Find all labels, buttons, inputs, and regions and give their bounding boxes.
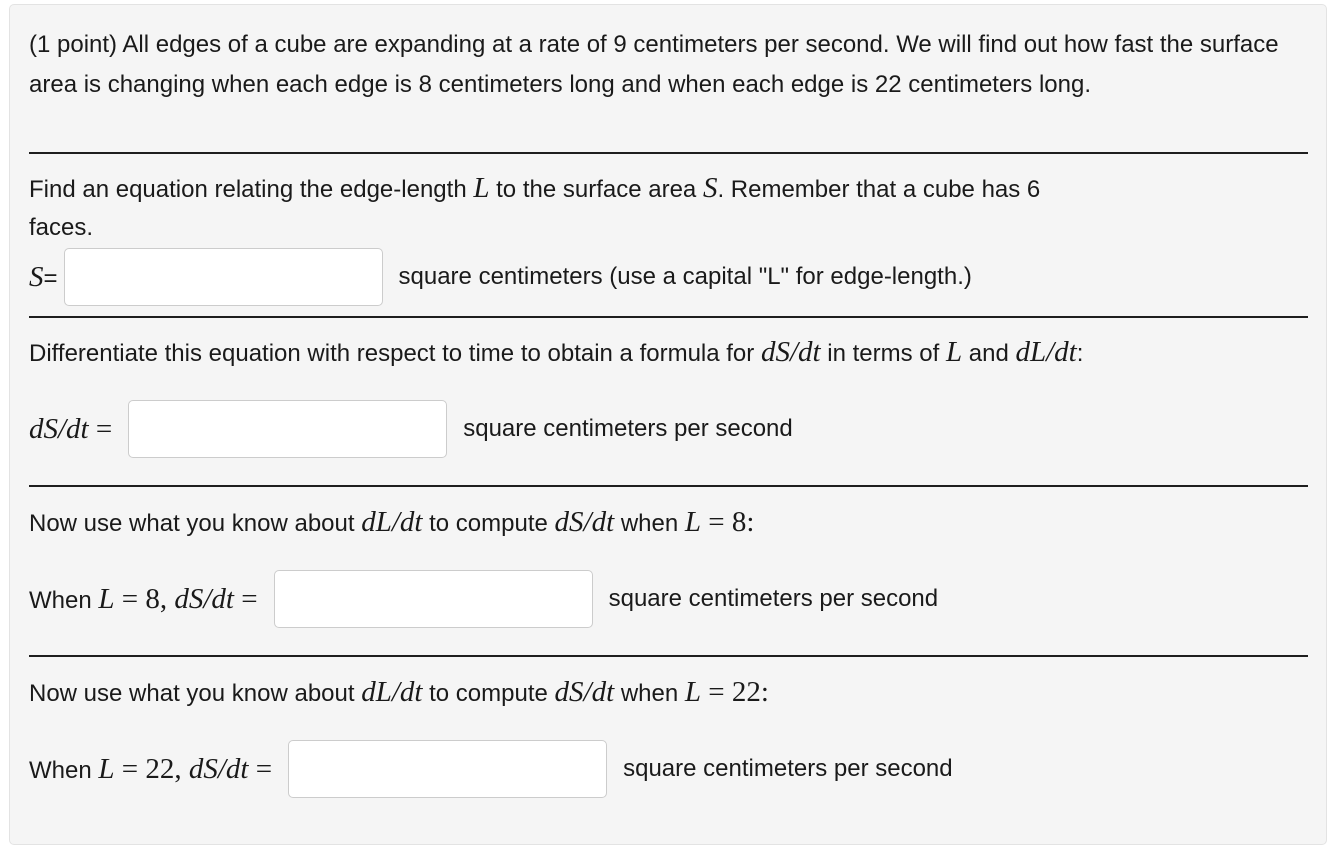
part1-prompt-cont: faces. — [29, 214, 94, 241]
section-divider-4 — [29, 655, 1308, 657]
math-expr-dLdt: dL/dt — [1015, 336, 1077, 368]
math-expr-dLdt: dL/dt — [361, 676, 423, 708]
section-divider-1 — [29, 152, 1308, 154]
dsdt-at-l22-input[interactable] — [288, 740, 607, 798]
math-var-L: L — [684, 506, 702, 538]
part1-prompt: Find an equation relating the edge-length L to the surface area S. Remember that a cube has 6 — [29, 172, 1041, 204]
part4-unit: square centimeters per second — [623, 755, 953, 782]
math-var-S: S — [702, 172, 718, 204]
part2-label: dS/dt = — [29, 412, 113, 445]
section-divider-2 — [29, 316, 1308, 318]
part3-answer-row — [29, 570, 938, 628]
surface-area-equation-input[interactable] — [64, 248, 383, 306]
part3-prompt: Now use what you know about dL/dt to compute dS/dt when L = 8: — [29, 506, 755, 538]
part4-label: When L = 22, dS/dt = — [29, 752, 273, 785]
part2-answer-row — [29, 400, 793, 458]
part3-unit: square centimeters per second — [608, 585, 939, 612]
part2-unit: square centimeters per second — [463, 415, 793, 442]
dsdt-formula-input[interactable] — [128, 400, 447, 458]
part1-answer-row — [29, 248, 972, 306]
problem-panel — [9, 4, 1327, 845]
part4-answer-row — [29, 740, 953, 798]
math-expr-dSdt: dS/dt — [554, 676, 615, 708]
math-var-L: L — [473, 172, 490, 204]
dsdt-at-l8-input[interactable] — [274, 570, 593, 628]
part2-prompt: Differentiate this equation with respect to time to obtain a formula for dS/dt in terms of L and dL/dt: — [29, 336, 1084, 368]
problem-statement: (1 point) All edges of a cube are expanding at a rate of 9 centimeters per second. We will find out how fast the surface area is changing when each edge is 8 centimeters long and when each edge is 22 centimeters long. — [29, 31, 1279, 98]
part3-label: When L = 8, dS/dt = — [29, 582, 258, 615]
math-var-L: L — [684, 676, 702, 708]
math-expr-dLdt: dL/dt — [361, 506, 423, 538]
math-expr-dSdt: dS/dt — [554, 506, 615, 538]
part1-unit: square centimeters (use a capital "L" for edge-length.) — [398, 263, 972, 290]
part4-prompt: Now use what you know about dL/dt to compute dS/dt when L = 22: — [29, 676, 769, 708]
part1-label: S= — [29, 260, 58, 293]
math-expr-dSdt: dS/dt — [760, 336, 821, 368]
math-var-L: L — [945, 336, 963, 368]
section-divider-3 — [29, 485, 1308, 487]
